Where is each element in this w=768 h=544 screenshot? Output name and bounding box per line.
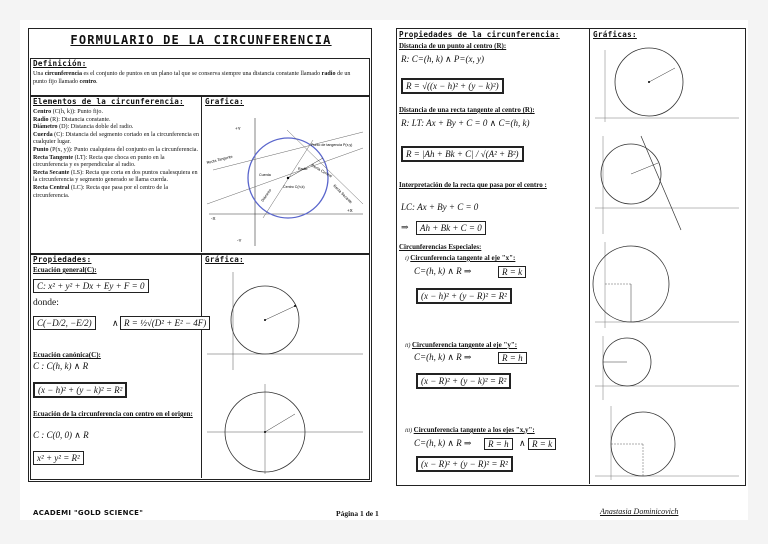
axis-x-label: +X [347,208,353,213]
especial-3-line: C=(h, k) ∧ R ⇒ [414,438,472,448]
tangent-y-diagram [591,334,741,402]
elemento-item: Centro (C(h, k)): Punto fijo. [33,109,103,115]
interp-line: LC: Ax + By + C = 0 [401,202,479,212]
tangent-distance-diagram [591,130,741,236]
origen-line: C : C(0, 0) ∧ R [33,430,89,440]
interp-heading: Interpretación de la recta que pasa por el centro : [399,181,547,189]
dist-recta-heading: Distancia de una recta tangente al centro (R): [399,106,535,114]
axis-ny-label: -Y [237,238,242,243]
propiedades-divider [201,254,202,478]
canonica-line: C : C(h, k) ∧ R [33,361,89,371]
elemento-item: Punto (P(x, y)): Punto cualquiera del conjunto en la circunferencia. [33,146,198,153]
right-divider [589,28,590,484]
interp-formula: Ah + Bk + C = 0 [416,221,486,235]
label-secante: Recta Secante [332,183,353,205]
label-cuerda: Cuerda [259,173,271,177]
elemento-item: Recta Central (LC): Recta que pasa por el centro de la circunferencia. [33,184,169,199]
footer-page: Página 1 de 1 [336,509,379,518]
dist-punto-line: R: C=(h, k) ∧ P=(x, y) [401,54,484,64]
general-heading: Ecuación general(C): [33,266,97,274]
especial-3-box: R = h [484,438,513,450]
canonica-heading: Ecuación canónica(C): [33,351,101,359]
elementos-list [33,109,199,200]
tangent-x-diagram [591,240,741,330]
label-punto-tangencia: Punto de tangencia P(x,y) [311,143,353,147]
elements-diagram [203,108,367,250]
label-central: Recta Central [310,163,333,179]
elemento-item: Diámetro (D): Distancia doble del radio. [33,124,134,131]
dist-punto-formula: R = √((x − h)² + (y − k)²) [401,78,504,94]
footer-left: ACADEMI "GOLD SCIENCE" [33,509,144,517]
canonical-diagram [203,266,367,372]
especiales-heading: Circunferencias Especiales: [399,243,482,251]
especial-1-box: R = k [498,266,526,278]
right-heading: Propiedades de la circunferencia: [399,30,560,39]
origen-formula: x² + y² = R² [33,451,84,465]
axis-y-label: +Y [235,126,241,131]
especial-1-formula: (x − h)² + (y − R)² = R² [416,288,512,304]
especial-3-box2: R = k [528,438,556,450]
elementos-divider [201,96,202,252]
general-center: C(−D/2, −E/2) [33,316,96,330]
footer-signature: Anastasia Dominicovich [600,507,679,516]
axis-nx-label: -X [211,216,216,221]
especial-3-formula: (x − R)² + (y − R)² = R² [416,456,513,472]
propiedades-grafica-label: Gráfica: [205,255,244,264]
label-radio: Radio [298,167,308,171]
especial-2-box: R = h [498,352,527,364]
tangent-xy-diagram [591,404,741,482]
point-distance-diagram [591,42,741,126]
interp-arrow: ⇒ [401,222,409,232]
elementos-heading: Elementos de la circunferencia: [33,97,185,106]
especial-2-formula: (x − R)² + (y − k)² = R² [416,373,511,389]
dist-recta-formula: R = |Ah + Bk + C| / √(A² + B²) [401,146,524,162]
dist-recta-line: R: LT: Ax + By + C = 0 ∧ C=(h, k) [401,118,530,128]
label-diametro: Diámetro [260,188,273,203]
especial-3-title: iii) Circunferencia tangente a los ejes "x,y": [405,426,535,434]
elementos-grafica-label: Grafica: [205,97,244,106]
donde-label: donde: [33,298,59,308]
especial-3-and: ∧ [519,438,526,448]
general-and: ∧ [112,318,119,328]
definicion-text: Una circunferencia es el conjunto de puntos en un plano tal que se conserva siempre una distancia constante llamado radio de un punto fijo llamado centro. [33,71,351,85]
especial-2-title: ii) Circunferencia tangente al eje "y": [405,341,518,349]
general-radius: R = ½√(D² + E² − 4F) [120,316,210,330]
elemento-item: Radio (R): Distancia constante. [33,116,111,123]
general-formula: C: x² + y² + Dx + Ey + F = 0 [33,279,149,293]
definicion-heading: Definición: [33,59,87,68]
elemento-item: Recta Secante (LS): Recta que corta en dos puntos cualesquiera en la circunferencia y segmento generado se llama cuerda. [33,169,198,184]
propiedades-heading: Propiedades: [33,255,92,264]
canonica-formula: (x − h)² + (y − k)² = R² [33,382,127,398]
especial-2-line: C=(h, k) ∧ R ⇒ [414,352,472,362]
elemento-item: Recta Tangente (LT): Recta que choca en punto en la circunferencia y es perpendicular al radio. [33,154,165,169]
origin-diagram [203,380,367,476]
dist-punto-heading: Distancia de un punto al centro (R): [399,42,507,50]
origen-heading: Ecuación de la circunferencia con centro en el origen: [33,410,193,418]
right-graficas-label: Gráficas: [593,30,637,39]
label-centro: Centro C(h,k) [283,185,305,189]
page-title: FORMULARIO DE LA CIRCUNFERENCIA [70,33,332,47]
label-tangente: Recta Tangente [206,154,233,165]
especial-1-title: i) Circunferencia tangente al eje "x": [405,254,516,262]
especial-1-line: C=(h, k) ∧ R ⇒ [414,266,472,276]
elemento-item: Cuerda (C): Distancia del segmento cortado en la circunferencia en cualquier lugar. [33,131,200,146]
